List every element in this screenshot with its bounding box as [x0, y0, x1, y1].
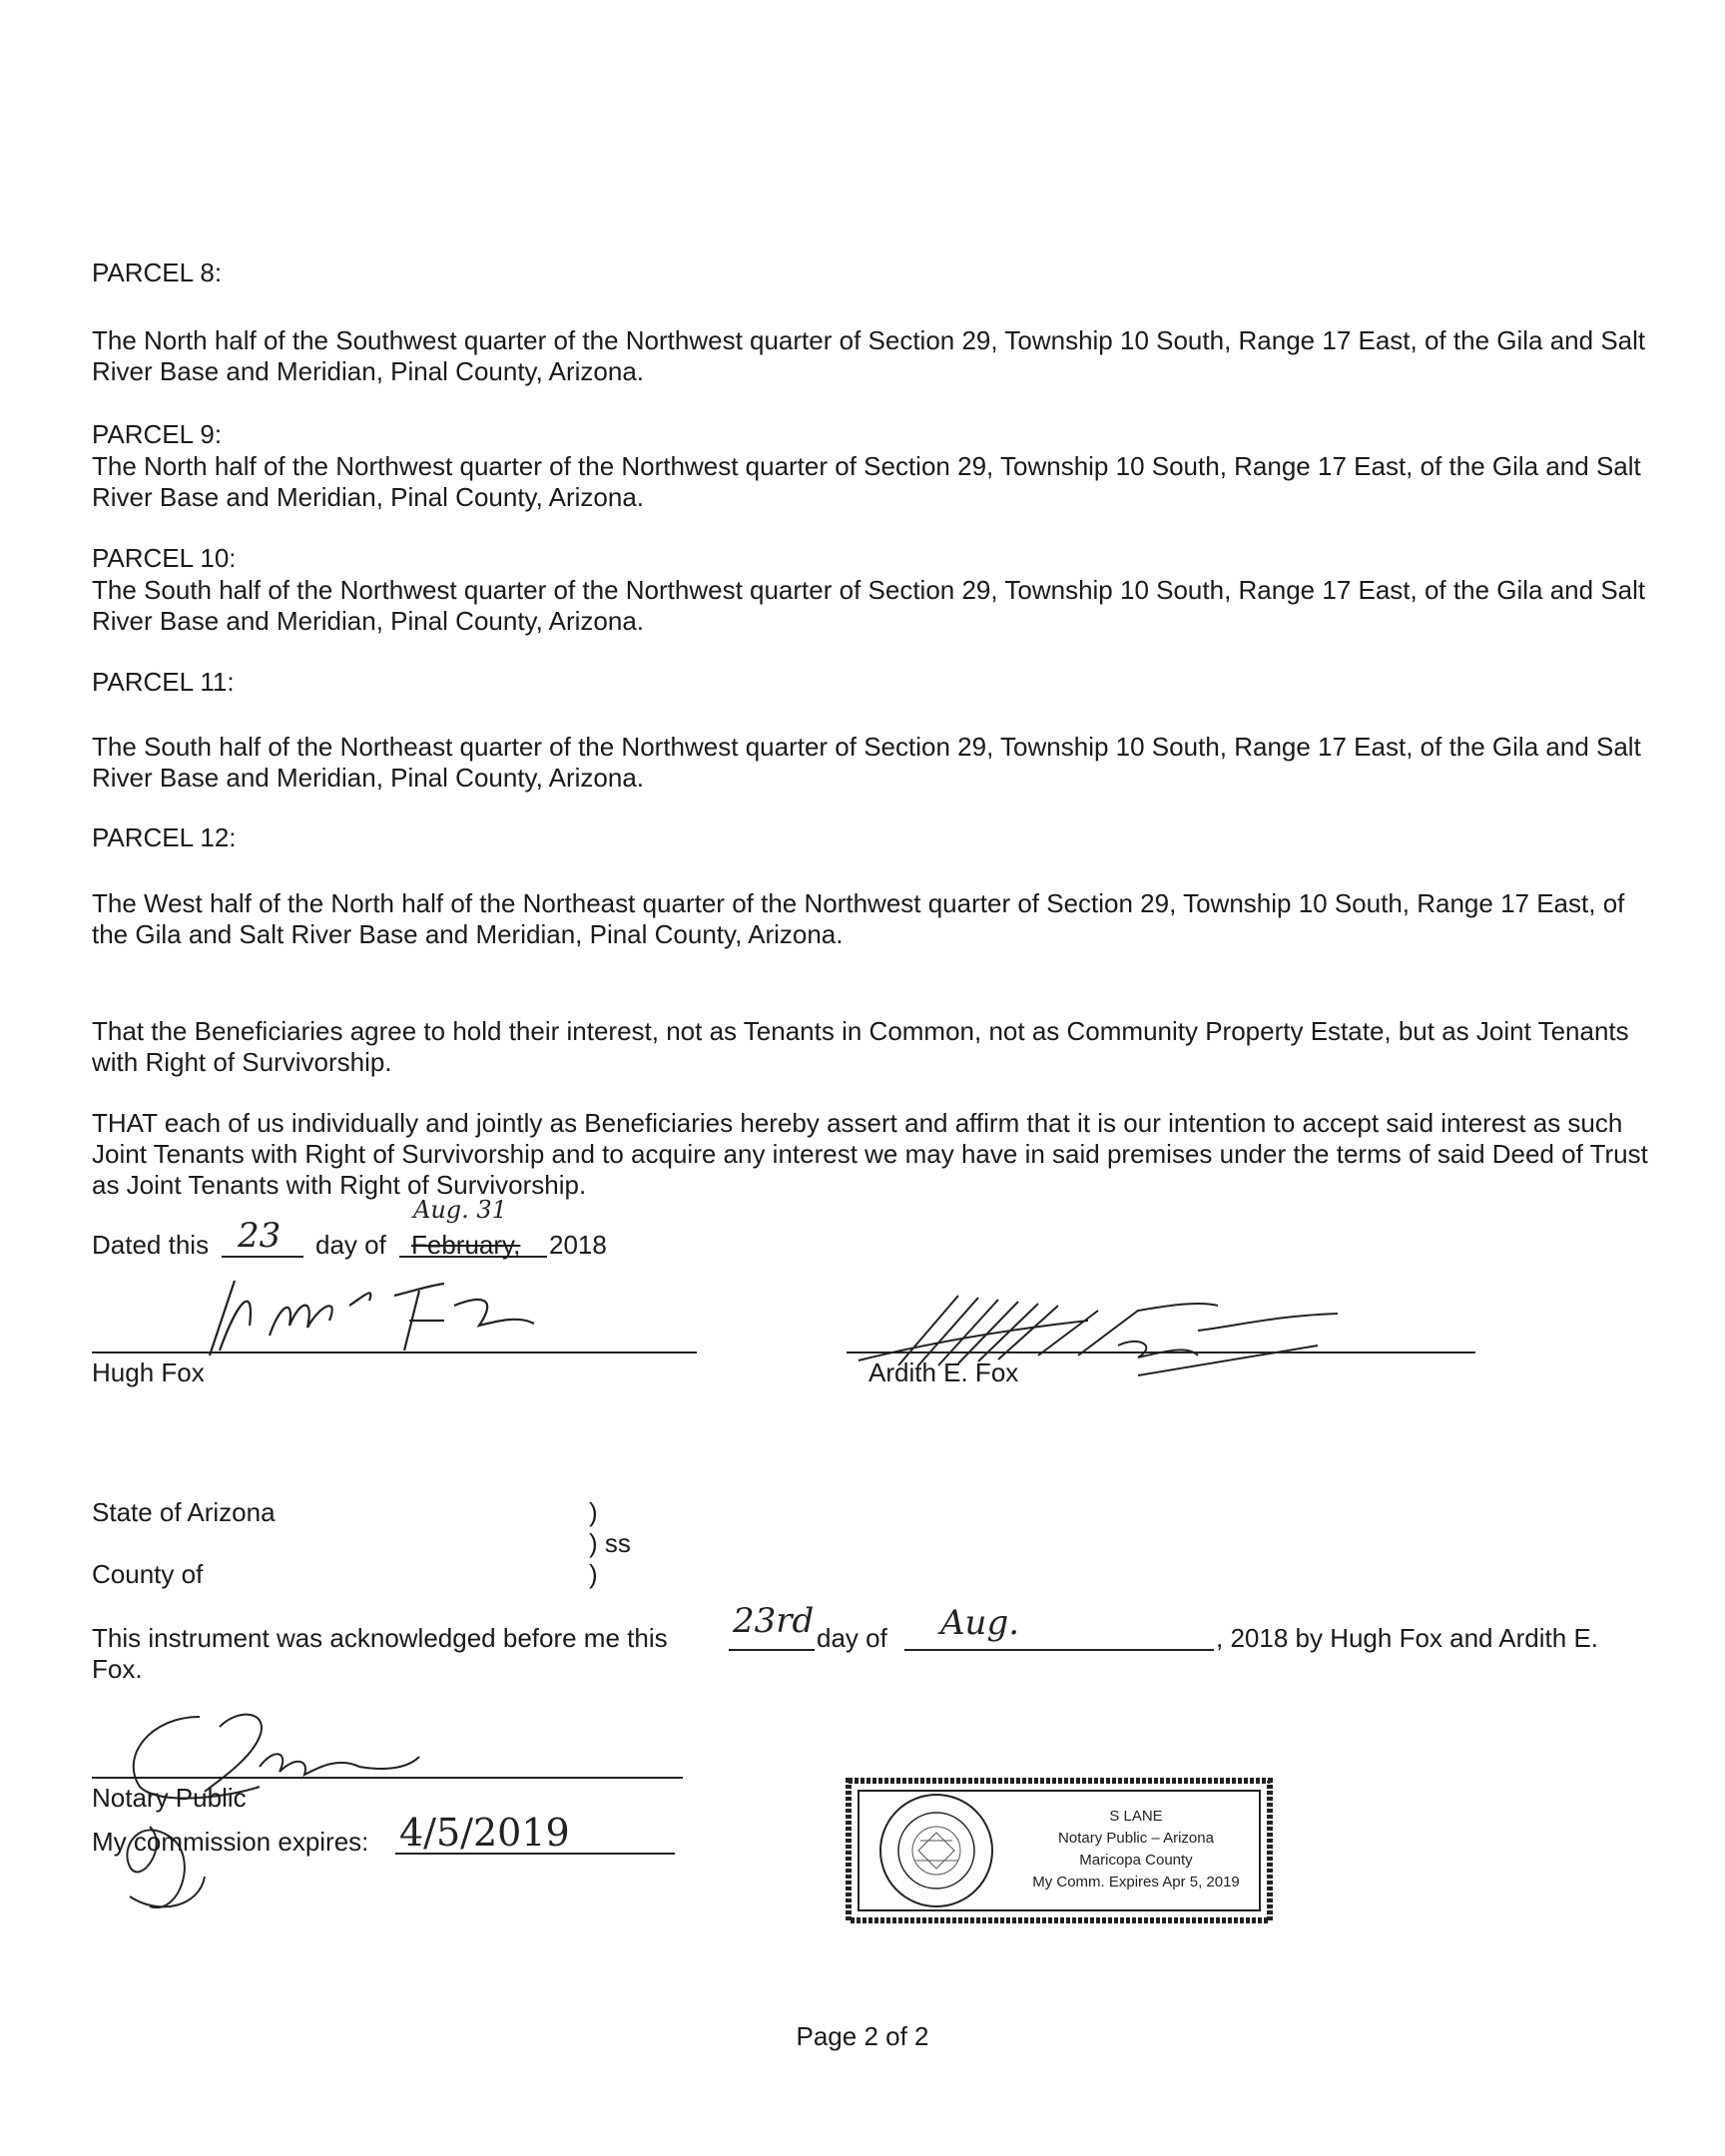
parcel-8-heading: PARCEL 8:: [92, 258, 223, 287]
venue-county: County of: [92, 1559, 204, 1589]
hugh-fox-name: Hugh Fox: [92, 1357, 205, 1387]
commission-date-handwritten: 4/5/2019: [399, 1811, 570, 1855]
commission-label: My commission expires:: [92, 1827, 369, 1857]
ardith-fox-signature-line: [847, 1351, 1475, 1353]
parcel-11-heading: PARCEL 11:: [92, 667, 235, 697]
dated-day-line: [222, 1256, 303, 1258]
dated-month-handwritten: Aug. 31: [413, 1196, 507, 1224]
parcel-11-text: The South half of the Northeast quarter of the Northwest quarter of Section 29, Township 10 South, Range 17 East, of the Gila and Salt River Base and Meridian, Pinal County, Arizona.: [92, 732, 1641, 793]
ack-day-handwritten: 23rd: [733, 1601, 815, 1641]
dated-prefix: Dated this: [92, 1230, 210, 1260]
notary-signature-line: [92, 1777, 683, 1779]
parcel-10-text: The South half of the Northwest quarter of the Northwest quarter of Section 29, Township 10 South, Range 17 East, of the Gila and Salt River Base and Meridian, Pinal County, Arizona.: [92, 575, 1646, 636]
parcel-12-text: The West half of the North half of the Northeast quarter of the Northwest quarter of Section 29, Township 10 South, Range 17 East, of the Gila and Salt River Base and Meridian, Pinal County, Arizona.: [92, 888, 1625, 949]
venue-paren-ss: ) ss: [589, 1528, 631, 1558]
ack-suffix: , 2018 by Hugh Fox and Ardith E.: [1216, 1623, 1599, 1653]
ack-day-line: [729, 1649, 815, 1651]
dated-middle: day of: [315, 1230, 386, 1260]
seal-county: Maricopa County: [1079, 1852, 1193, 1869]
notary-public-label: Notary Public: [92, 1783, 247, 1813]
assertion-paragraph: THAT each of us individually and jointly as Beneficiaries hereby assert and affirm that it is our intention to accept said interest as such Joint Tenants with Right of Survivorship and to acquire any interest we may have in said premises under the terms of said Deed of Trust as Joint Tenants with Right of Survivorship.: [92, 1108, 1648, 1200]
hugh-fox-signature-line: [92, 1351, 697, 1353]
seal-name: S LANE: [1109, 1808, 1163, 1825]
tenancy-paragraph: That the Beneficiaries agree to hold their interest, not as Tenants in Common, not as Community Property Estate, but as Joint Tenants with Right of Survivorship.: [92, 1016, 1629, 1077]
seal-expiry: My Comm. Expires Apr 5, 2019: [1032, 1874, 1240, 1890]
page-number: Page 2 of 2: [796, 2021, 929, 2051]
parcel-8-text: The North half of the Southwest quarter of the Northwest quarter of Section 29, Township 10 South, Range 17 East, of the Gila and Salt River Base and Meridian, Pinal County, Arizona.: [92, 325, 1646, 386]
dated-day-handwritten: 23: [238, 1216, 282, 1256]
ardith-fox-name: Ardith E. Fox: [868, 1357, 1019, 1387]
ack-prefix: This instrument was acknowledged before me this: [92, 1623, 668, 1653]
dated-year: 2018: [549, 1230, 607, 1260]
seal-title: Notary Public – Arizona: [1058, 1830, 1214, 1847]
parcel-9-text: The North half of the Northwest quarter of the Northwest quarter of Section 29, Township 10 South, Range 17 East, of the Gila and Salt River Base and Meridian, Pinal County, Arizona.: [92, 451, 1641, 512]
ack-month-line: [904, 1649, 1214, 1651]
venue-paren-1: ): [589, 1497, 598, 1527]
hugh-fox-signature: [180, 1266, 559, 1365]
parcel-12-heading: PARCEL 12:: [92, 822, 237, 852]
ack-suffix-2: Fox.: [92, 1654, 143, 1684]
ack-month-handwritten: Aug.: [940, 1603, 1020, 1643]
ack-day-of: day of: [817, 1623, 887, 1653]
parcel-9-heading: PARCEL 9:: [92, 419, 223, 449]
venue-state: State of Arizona: [92, 1497, 276, 1527]
venue-paren-3: ): [589, 1559, 598, 1589]
dated-month-struck: February,: [411, 1230, 521, 1260]
parcel-10-heading: PARCEL 10:: [92, 543, 237, 573]
notary-seal: [845, 1777, 1274, 1924]
